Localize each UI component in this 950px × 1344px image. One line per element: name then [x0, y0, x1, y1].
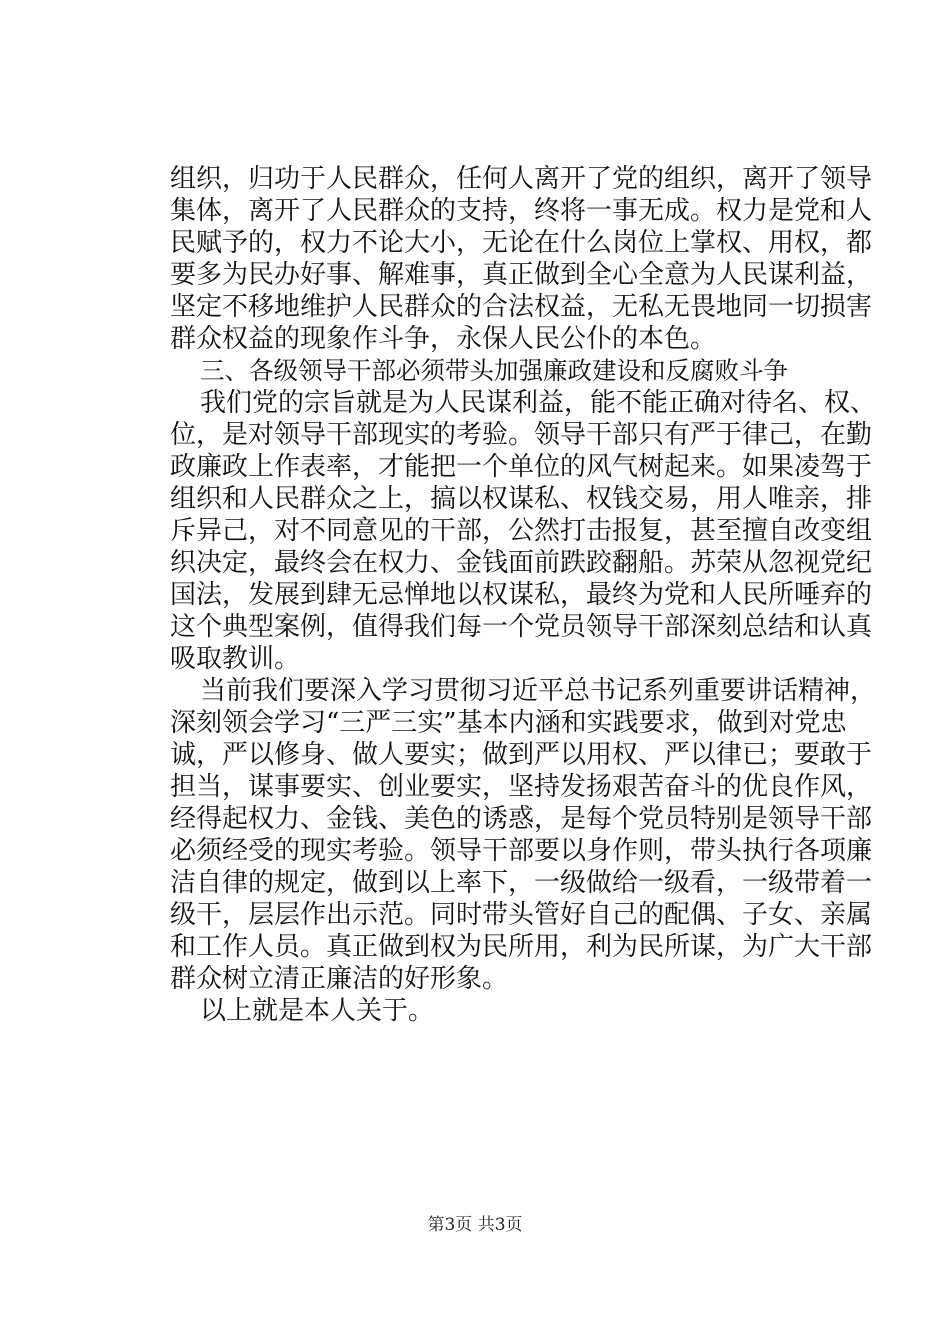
section-heading: 三、各级领导干部必须带头加强廉政建设和反腐败斗争 — [200, 356, 788, 385]
text-line: 和工作人员。真正做到权为民所用，利为民所谋，为广大干部 — [170, 932, 873, 962]
text-line: 位，是对领导干部现实的考验。领导干部只有严于律己，在勤 — [170, 420, 873, 450]
text-line: 群众树立清正廉洁的好形象。 — [170, 964, 509, 994]
text-line: 当前我们要深入学习贯彻习近平总书记系列重要讲话精神， — [200, 676, 877, 706]
text-line: 级干，层层作出示范。同时带头管好自己的配偶、子女、亲属 — [170, 900, 873, 930]
page-footer: 第3页 共3页 — [427, 1215, 523, 1235]
text-line: 我们党的宗旨就是为人民谋利益，能不能正确对待名、权、 — [200, 388, 877, 418]
text-line: 群众权益的现象作斗争，永保人民公仆的本色。 — [170, 324, 717, 354]
text-line: 集体，离开了人民群众的支持，终将一事无成。权力是党和人 — [170, 196, 873, 226]
text-line: 以上就是本人关于。 — [200, 996, 435, 1026]
text-line: 民赋予的，权力不论大小，无论在什么岗位上掌权、用权，都 — [170, 228, 873, 258]
text-line: 政廉政上作表率，才能把一个单位的风气树起来。如果凌驾于 — [170, 452, 873, 482]
text-line: 洁自律的规定，做到以上率下，一级做给一级看，一级带着一 — [170, 868, 873, 898]
text-line: 织决定，最终会在权力、金钱面前跌跤翻船。苏荣从忽视党纪 — [170, 548, 873, 578]
text-line: 吸取教训。 — [170, 644, 301, 674]
text-line: 这个典型案例，值得我们每一个党员领导干部深刻总结和认真 — [170, 612, 873, 642]
text-line: 担当，谋事要实、创业要实，坚持发扬艰苦奋斗的优良作风， — [170, 772, 873, 802]
document-body — [170, 163, 877, 1027]
text-line: 经得起权力、金钱、美色的诱惑，是每个党员特别是领导干部 — [170, 804, 873, 834]
text-line: 坚定不移地维护人民群众的合法权益，无私无畏地同一切损害 — [170, 292, 873, 322]
text-line: 深刻领会学习“三严三实”基本内涵和实践要求，做到对党忠 — [170, 708, 847, 738]
text-line: 必须经受的现实考验。领导干部要以身作则，带头执行各项廉 — [170, 836, 873, 866]
text-line: 斥异己，对不同意见的干部，公然打击报复，甚至擅自改变组 — [170, 516, 873, 546]
text-line: 诚，严以修身、做人要实；做到严以用权、严以律已；要敢于 — [170, 740, 873, 770]
text-line: 组织，归功于人民群众，任何人离开了党的组织，离开了领导 — [170, 164, 873, 194]
text-line: 要多为民办好事、解难事，真正做到全心全意为人民谋利益， — [170, 260, 873, 290]
text-line: 组织和人民群众之上，搞以权谋私、权钱交易，用人唯亲，排 — [170, 484, 873, 514]
text-line: 国法，发展到肆无忌惮地以权谋私，最终为党和人民所唾弃的 — [170, 580, 873, 610]
